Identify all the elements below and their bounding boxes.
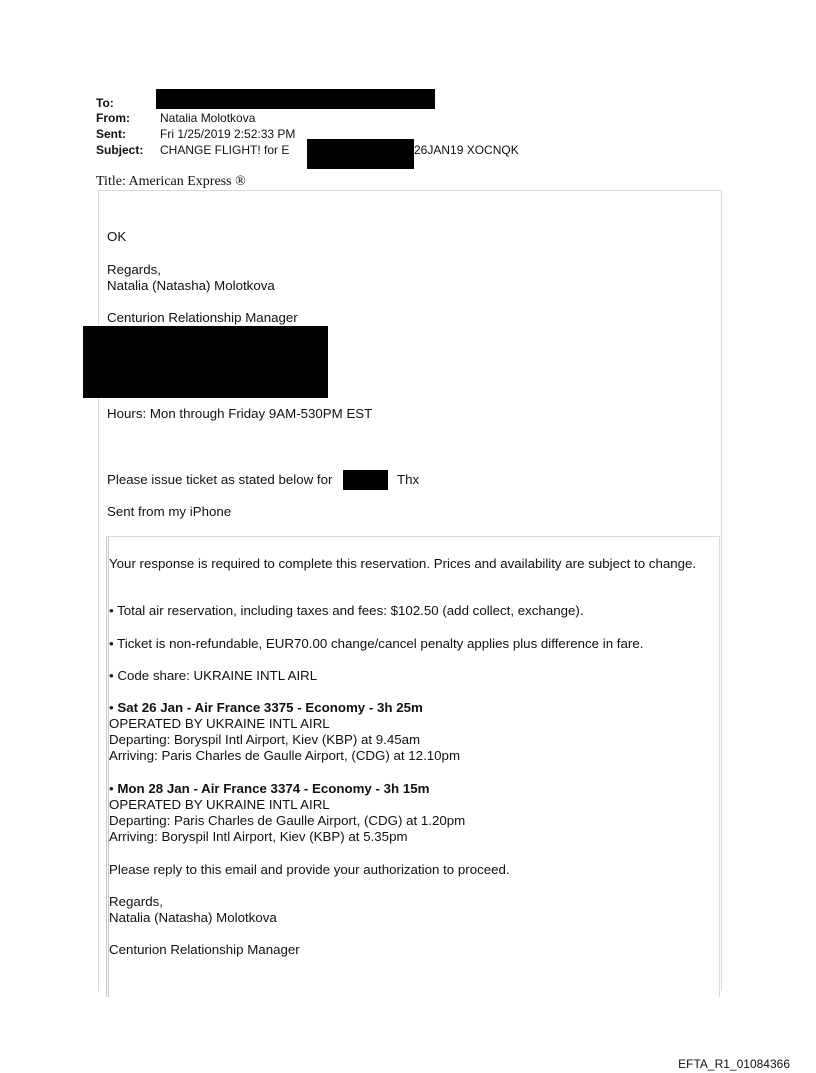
reply-ok: OK <box>107 229 127 244</box>
redaction-issue-name <box>343 470 388 490</box>
bullet-mark: • <box>109 668 114 683</box>
bullet-mark: • <box>109 781 114 796</box>
bullet-total <box>109 603 584 619</box>
document-id: EFTA_R1_01084366 <box>678 1057 790 1071</box>
quoted-name: Natalia (Natasha) Molotkova <box>109 910 277 925</box>
reply-issue-prefix: Please issue ticket as stated below for <box>107 472 333 487</box>
flight-1-operated: OPERATED BY UKRAINE INTL AIRL <box>109 716 330 731</box>
redaction-subject <box>307 139 414 169</box>
flight-1-arriving: Arriving: Paris Charles de Gaulle Airport, (CDG) at 12.10pm <box>109 748 461 763</box>
to-label: To: <box>96 96 114 110</box>
reply-name: Natalia (Natasha) Molotkova <box>107 278 275 293</box>
bullet-ticket <box>109 636 643 652</box>
bullet-codeshare <box>109 668 317 684</box>
reply-hours: Hours: Mon through Friday 9AM-530PM EST <box>107 406 373 421</box>
flight-heading-text: Sat 26 Jan - Air France 3375 - Economy - 3h 25m <box>117 700 423 715</box>
flight-2-heading <box>109 781 429 797</box>
reply-regards: Regards, <box>107 262 161 277</box>
quoted-regards: Regards, <box>109 894 163 909</box>
flight-1-heading <box>109 700 423 716</box>
flight-2-departing: Departing: Paris Charles de Gaulle Airport, (CDG) at 1.20pm <box>109 813 466 828</box>
subject-label: Subject: <box>96 143 144 157</box>
codeshare-text: Code share: UKRAINE INTL AIRL <box>117 668 318 683</box>
reply-issue-suffix: Thx <box>397 472 420 487</box>
total-text: Total air reservation, including taxes and fees: $102.50 (add collect, exchange). <box>117 603 584 618</box>
bullet-mark: • <box>109 636 114 651</box>
ticket-text: Ticket is non-refundable, EUR70.00 change/cancel penalty applies plus difference in fare. <box>117 636 644 651</box>
reply-role: Centurion Relationship Manager <box>107 310 298 325</box>
flight-1-departing: Departing: Boryspil Intl Airport, Kiev (KBP) at 9.45am <box>109 732 421 747</box>
quoted-intro: Your response is required to complete this reservation. Prices and availability are subject to change. <box>109 556 697 571</box>
bullet-mark: • <box>109 700 114 715</box>
from-value: Natalia Molotkova <box>160 111 256 125</box>
subject-suffix: 26JAN19 XOCNQK <box>414 143 519 157</box>
flight-heading-text: Mon 28 Jan - Air France 3374 - Economy - 3h 15m <box>117 781 430 796</box>
reply-sent-from: Sent from my iPhone <box>107 504 232 519</box>
flight-2-arriving: Arriving: Boryspil Intl Airport, Kiev (KBP) at 5.35pm <box>109 829 408 844</box>
subject-prefix: CHANGE FLIGHT! for E <box>160 143 290 157</box>
flight-2-operated: OPERATED BY UKRAINE INTL AIRL <box>109 797 330 812</box>
redaction-to <box>156 89 435 109</box>
from-label: From: <box>96 111 130 125</box>
bullet-mark: • <box>109 603 114 618</box>
quoted-reply-request: Please reply to this email and provide your authorization to proceed. <box>109 862 510 877</box>
quoted-role: Centurion Relationship Manager <box>109 942 300 957</box>
page-title: Title: American Express ® <box>96 174 246 189</box>
redaction-contact-block <box>83 326 328 398</box>
sent-value: Fri 1/25/2019 2:52:33 PM <box>160 127 296 141</box>
sent-label: Sent: <box>96 127 126 141</box>
